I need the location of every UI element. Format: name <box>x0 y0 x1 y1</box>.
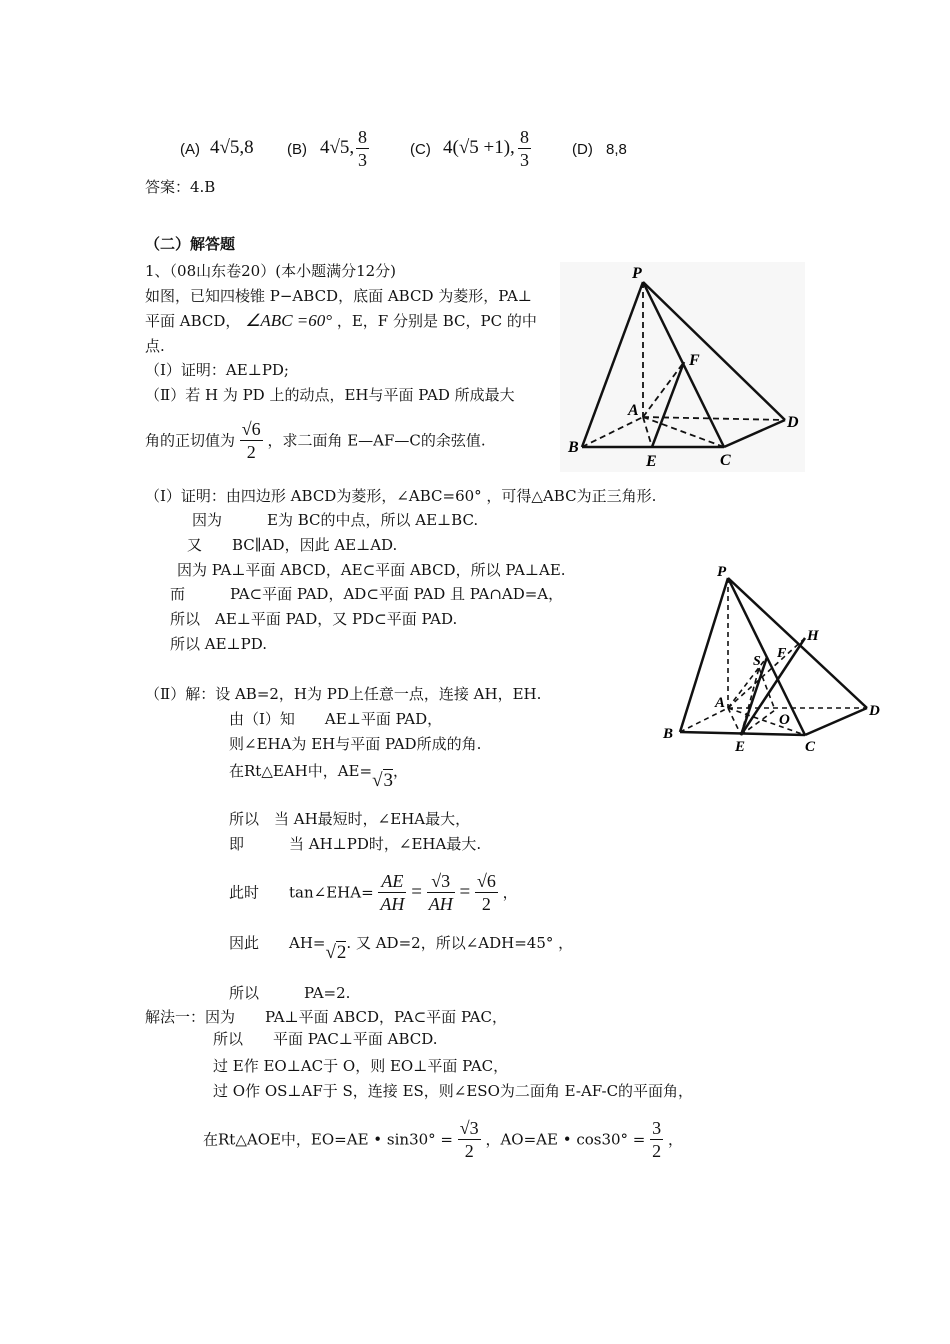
fig1-label-e: E <box>646 453 657 470</box>
fig2-label-h: H <box>807 628 819 644</box>
fig2-label-b: B <box>663 726 674 742</box>
problem-part-2-cont: 角的正切值为 $\frac{√6}{2}$ ，求二面角 E—AF—C的余弦值. <box>145 419 486 462</box>
proof2-line-5: 所以 当 AH最短时，∠EHA最大， <box>229 810 471 828</box>
proof2-line-8: 因此 AH=√2. 又 AD=2，所以∠ADH=45° ， <box>229 934 574 963</box>
problem-line-2: 平面 ABCD， ∠ABC =60° ，E，F 分别是 BC，PC 的中 <box>145 311 537 330</box>
fig2-label-o: O <box>779 712 790 728</box>
problem-line-3: 点. <box>145 337 165 355</box>
proof1-line-3: 又 BC∥AD，因此 AE⊥AD. <box>187 536 398 554</box>
choice-c-value: 4(√5 +1), <box>443 137 515 158</box>
fig1-label-b: B <box>568 439 579 456</box>
choice-b-label: (B) <box>287 141 307 158</box>
choice-b-fraction: $\frac{8}{3}$ <box>358 127 367 170</box>
choice-b-value: 4√5, <box>320 137 355 158</box>
answer-line: 答案：4.B <box>145 178 216 196</box>
section-heading: （二）解答题 <box>145 235 236 253</box>
choice-c-label: (C) <box>410 141 431 158</box>
fig2-label-f: F <box>777 646 787 661</box>
choice-c-fraction: $\frac{8}{3}$ <box>520 127 529 170</box>
proof2-line-1: （Ⅱ）解：设 AB=2，H为 PD上任意一点，连接 AH，EH. <box>145 685 542 703</box>
problem-part-2: （Ⅱ）若 H 为 PD 上的动点，EH与平面 PAD 所成最大 <box>145 386 515 404</box>
problem-number: 1、（08山东卷20）(本小题满分12分) <box>145 262 397 280</box>
proof2-line-3: 则∠EHA为 EH与平面 PAD所成的角. <box>229 735 482 753</box>
fig2-label-s: S <box>753 654 761 669</box>
fig2-label-c: C <box>805 739 816 755</box>
problem-line-1: 如图，已知四棱锥 P−ABCD，底面 ABCD 为菱形，PA⊥ <box>145 287 532 305</box>
proof2-line-9: 所以 PA=2. <box>229 984 351 1002</box>
pyramid-figure-2 <box>655 560 885 755</box>
proof1-line-1: （Ⅰ）证明：由四边形 ABCD为菱形，∠ABC=60° ，可得△ABC为正三角形. <box>145 487 657 505</box>
fig2-label-d: D <box>869 703 880 719</box>
fig1-label-d: D <box>787 414 799 431</box>
fig2-label-p: P <box>717 564 727 580</box>
proof1-line-7: 所以 AE⊥PD. <box>170 635 268 653</box>
proof1-line-5: 而 PA⊂平面 PAD，AD⊂平面 PAD 且 PA∩AD=A， <box>170 585 564 603</box>
fig2-label-e: E <box>735 739 746 755</box>
proof2-line-7: 此时 tan∠EHA= $\frac{AE}{AH}$ = $\frac{√3}{AH}$ = $\frac{√6}{2}$ ， <box>229 871 518 914</box>
proof1-line-4: 因为 PA⊥平面 ABCD，AE⊂平面 ABCD，所以 PA⊥AE. <box>177 561 566 579</box>
choice-a-label: (A) <box>180 141 200 158</box>
proof2-line-6: 即 当 AH⊥PD时，∠EHA最大. <box>229 835 482 853</box>
problem-part-1: （Ⅰ）证明：AE⊥PD; <box>145 361 289 379</box>
proof2-line-4: 在Rt△EAH中，AE=√3， <box>229 762 409 791</box>
proof2-line-2: 由（Ⅰ）知 AE⊥平面 PAD， <box>229 710 443 728</box>
choice-d-label: (D) <box>572 141 593 158</box>
method1-line-2: 所以 平面 PAC⊥平面 ABCD. <box>213 1030 438 1048</box>
fig1-label-a: A <box>628 402 639 419</box>
choice-d-value: 8,8 <box>606 141 627 158</box>
fig1-label-c: C <box>720 452 731 469</box>
proof1-line-6: 所以 AE⊥平面 PAD，又 PD⊂平面 PAD. <box>170 610 458 628</box>
proof1-line-2: 因为 E为 BC的中点，所以 AE⊥BC. <box>192 511 479 529</box>
pyramid-figure-1 <box>560 262 805 472</box>
method1-line-1: 解法一：因为 PA⊥平面 ABCD，PA⊂平面 PAC， <box>145 1008 507 1026</box>
choice-a-value: 4√5,8 <box>210 137 254 158</box>
method1-line-4: 过 O作 OS⊥AF于 S，连接 ES，则∠ESO为二面角 E-AF-C的平面角， <box>213 1082 694 1100</box>
fig1-label-f: F <box>689 352 700 369</box>
method1-line-3: 过 E作 EO⊥AC于 O，则 EO⊥平面 PAC， <box>213 1057 509 1075</box>
fig1-label-p: P <box>632 265 642 282</box>
fig2-label-a: A <box>715 695 726 711</box>
method1-line-5: 在Rt△AOE中，EO=AE • sin30° = $\frac{√3}{2}$ ，AO=AE • cos30° = $\frac{3}{2}$ ， <box>203 1118 683 1161</box>
